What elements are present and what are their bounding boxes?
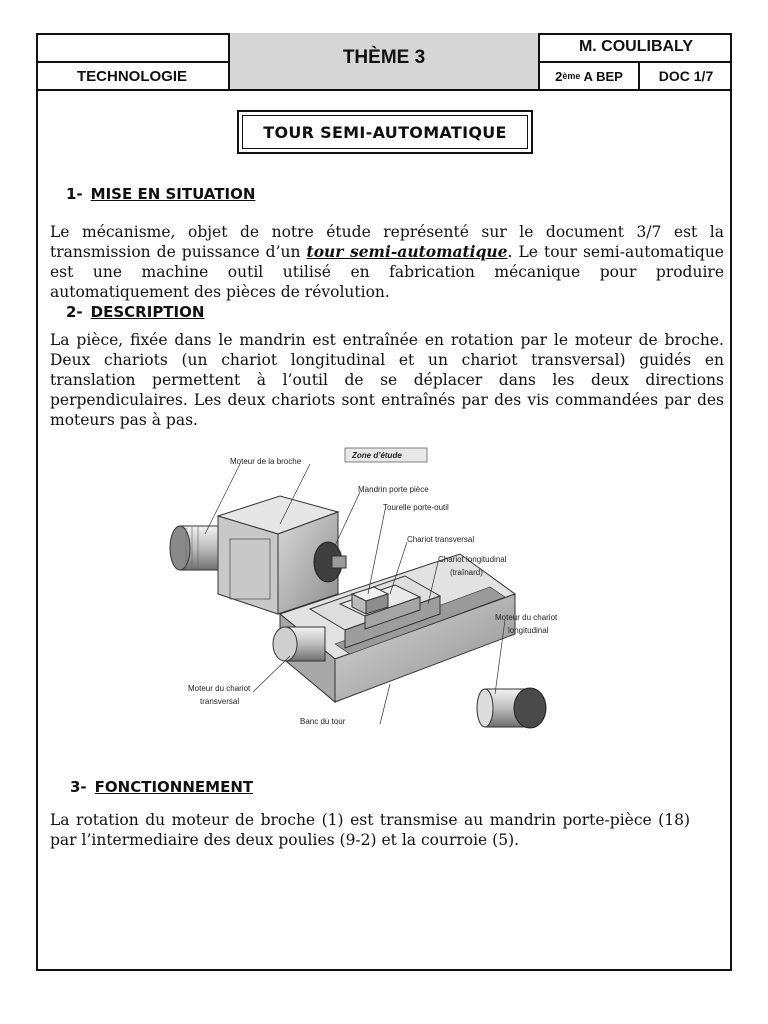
label-chuck: Mandrin porte pièce bbox=[358, 485, 429, 494]
class-superscript: ème bbox=[562, 71, 581, 81]
label-long-motor-2: longitudinal bbox=[508, 626, 549, 635]
class-number: 2 bbox=[555, 68, 563, 84]
section-1-heading bbox=[66, 185, 255, 203]
label-trans-motor-1: Moteur du chariot bbox=[188, 684, 251, 693]
section-1-text-a: Le mécanisme, objet de notre étude représenté sur le document 3/7 est la transmission de puissance d’un bbox=[50, 223, 724, 261]
section-2-heading bbox=[66, 303, 204, 321]
theme-cell bbox=[230, 33, 540, 91]
section-3-heading bbox=[70, 778, 253, 796]
page-title: TOUR SEMI-AUTOMATIQUE bbox=[263, 122, 507, 142]
section-1-title: MISE EN SITUATION bbox=[90, 185, 256, 203]
section-2-number: 2- bbox=[66, 303, 83, 321]
label-spindle-motor: Moteur de la broche bbox=[230, 457, 302, 466]
spindle-motor bbox=[170, 526, 218, 570]
theme-label: THÈME 3 bbox=[342, 47, 426, 68]
class-rest: A BEP bbox=[580, 68, 623, 84]
header-blank-cell bbox=[36, 33, 230, 63]
section-2-title: DESCRIPTION bbox=[90, 303, 205, 321]
doc-cell bbox=[640, 63, 732, 91]
title-box bbox=[237, 110, 533, 154]
label-trans-motor-2: transversal bbox=[200, 697, 240, 706]
transversal-motor bbox=[273, 627, 325, 661]
section-3-number: 3- bbox=[70, 778, 87, 796]
label-bed: Banc du tour bbox=[300, 717, 346, 726]
doc-label: DOC 1/7 bbox=[658, 68, 714, 84]
label-cross-slide: Chariot transversal bbox=[407, 535, 475, 544]
label-study-zone: Zone d’étude bbox=[352, 451, 402, 460]
label-carriage-1: Chariot longitudinal bbox=[438, 555, 507, 564]
label-carriage-2: (traînard) bbox=[450, 568, 483, 577]
author-cell bbox=[540, 33, 732, 63]
section-1-number: 1- bbox=[66, 185, 83, 203]
section-1-text bbox=[50, 222, 724, 302]
subject-label: TECHNOLOGIE bbox=[76, 67, 187, 85]
author-label: M. COULIBALY bbox=[578, 38, 694, 55]
section-2-text: La pièce, fixée dans le mandrin est entraînée en rotation par le moteur de broche. Deux chariots (un chariot longitudinal et un chariot transversal) guidés en translation permettent à l’outil de se déplacer dans les deux directions perpendiculaires. Les deux chariots sont entraînés par des vis commandées par des moteurs pas à pas. bbox=[50, 331, 724, 429]
section-3-title: FONCTIONNEMENT bbox=[94, 778, 254, 796]
lathe-figure bbox=[160, 444, 580, 754]
label-long-motor-1: Moteur du chariot bbox=[495, 613, 558, 622]
section-1-emphasis: tour semi-automatique bbox=[306, 242, 508, 261]
chuck bbox=[314, 542, 346, 582]
class-cell bbox=[540, 63, 640, 91]
label-turret: Tourelle porte-outil bbox=[383, 503, 449, 512]
section-3-text: La rotation du moteur de broche (1) est transmise au mandrin porte-pièce (18) par l’intermediaire des deux poulies (9-2) et la courroie (5). bbox=[50, 811, 690, 849]
section-1-text-b: . Le tour semi-automatique est une machine outil utilisé en fabrication mécanique pour produire automatiquement des pièces de révolution. bbox=[50, 243, 724, 301]
subject-cell bbox=[36, 63, 230, 91]
longitudinal-motor bbox=[477, 688, 546, 728]
header-table bbox=[36, 33, 732, 91]
